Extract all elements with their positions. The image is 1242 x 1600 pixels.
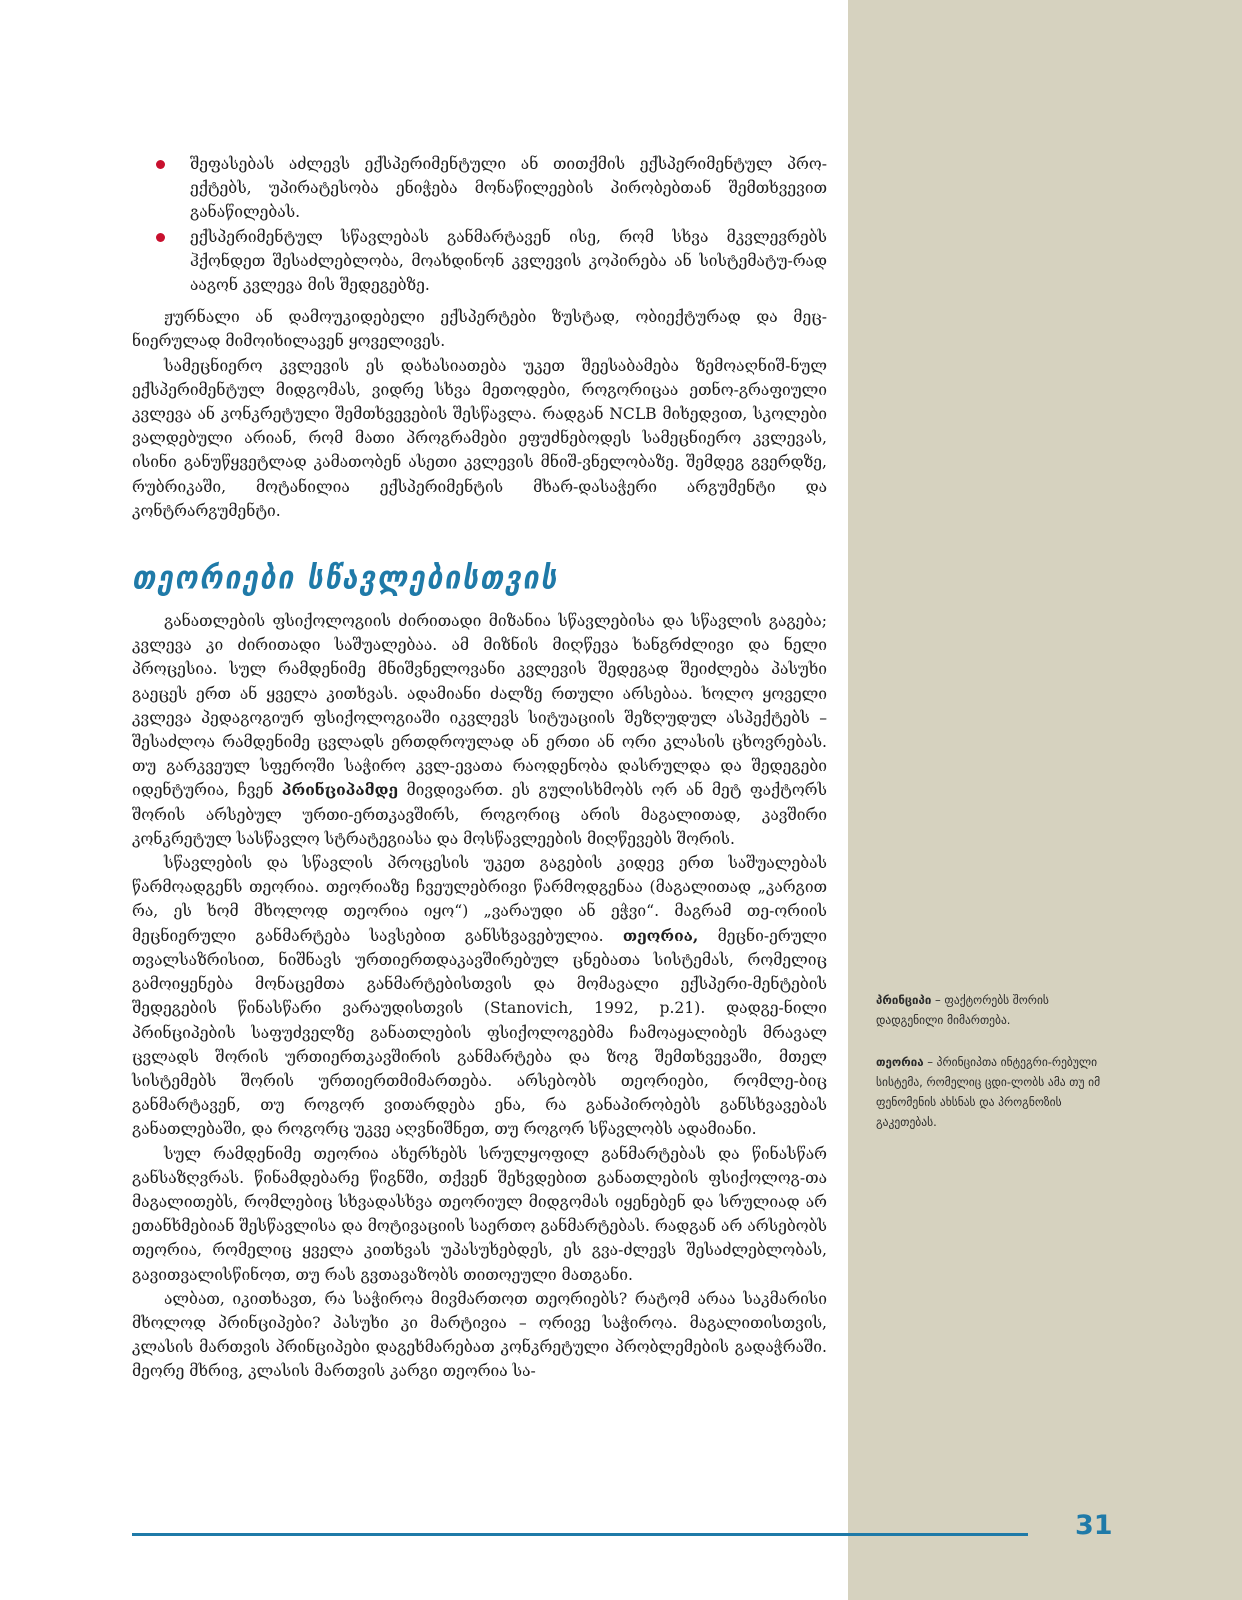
- paragraph: [132, 609, 827, 851]
- margin-note: [876, 990, 1108, 1030]
- margin-note-term: თეორია: [876, 1055, 924, 1069]
- key-term: თეორია,: [622, 925, 699, 945]
- bullet-dot-icon: [156, 160, 165, 169]
- bullet-list: [132, 152, 827, 297]
- margin-note-text: – პრინციპთა ინტეგრი-რებული სისტემა, რომელიც ცდი-ლობს ამა თუ იმ ფენომენის ახსნას და პროგნოზის გაკეთებას.: [876, 1055, 1101, 1129]
- paragraph: სამეცნიერო კვლევის ეს დახასიათება უკეთ შეესაბამება ზემოაღნიშ-ნულ ექსპერიმენტულ მიდგომას, ვიდრე სხვა მეთოდები, როგორიცაა ეთნო-გრაფიული კვლევა ან კონკრეტული შემთხვევების შესწავლა. რადგან NCLB მიხედვით, სკოლები ვალდებული არიან, რომ მათი პროგრამები ეფუძნებოდეს სამეცნიერო კვლევას, ისინი განუწყვეტლად კამათობენ ასეთი კვლევის მნიშ-ვნელობაზე. შემდეგ გვერდზე, რუბრიკაში, მოტანილია ექსპერიმენტის მხარ-დასაჭერი არგუმენტი და კონტრარგუმენტი.: [132, 356, 827, 520]
- right-sidebar: [848, 0, 1242, 1600]
- margin-note: [876, 1052, 1108, 1132]
- key-term: პრინციპამდე: [281, 780, 399, 800]
- paragraph-text: სწავლების და სწავლის პროცესის უკეთ გაგების კიდევ ერთ საშუალებას წარმოადგენს თეორია. თეორიაზე ჩვეულებრივი წარმოდგენაა (მაგალითად „კარგით რა, ეს ხომ მხოლოდ თეორია იყო“) „ვარაუდი ან ეჭვი“. მაგრამ თე-ორიის მეცნიერული განმარტება სავსებით განსხვავებულია.: [132, 854, 827, 945]
- list-item: [132, 152, 827, 225]
- bullet-text: ექსპერიმენტულ სწავლებას განმარტავენ ისე, რომ სხვა მკვლევრებს ჰქონდეთ შესაძლებლობა, მოახდინონ კვლევის კოპირება ან სისტემატუ-რად ააგონ კვლევა მის შედეგებზე.: [190, 227, 827, 295]
- bullet-dot-icon: [156, 233, 165, 242]
- paragraph: სულ რამდენიმე თეორია ახერხებს სრულყოფილ განმარტებას და წინასწარ განსაზღვრას. წინამდებარე წიგნში, თქვენ შეხვდებით განათლების ფსიქოლოგ-თა მაგალითებს, რომლებიც სხვადასხვა თეორიულ მიდგომას იყენებენ და სრულიად არ ეთანხმებიან შესწავლისა და მოტივაციის საერთო განმარტებას. რადგან არ არსებობს თეორია, რომელიც ყველა კითხვას უპასუხებდეს, ეს გვა-ძლევს შესაძლებლობას, გავითვალისწინოთ, თუ რას გვთავაზობს თითოეული მათგანი.: [132, 1144, 827, 1284]
- paragraph: ალბათ, იკითხავთ, რა საჭიროა მივმართოთ თეორიებს? რატომ არაა საკმარისი მხოლოდ პრინციპები? პასუხი კი მარტივია – ორივე საჭიროა. მაგალითისთვის, კლასის მართვის პრინციპები დაგეხმარებათ კონკრეტული პრობლემების გადაჭრაში. მეორე მხრივ, კლასის მართვის კარგი თეორია სა-: [132, 1289, 827, 1381]
- paragraph-text: მეცნი-ერული თვალსაზრისით, ნიშნავს ურთიერთდაკავშირებულ ცნებათა სისტემას, რომელიც გამოიყენება მონაცემთა განმარტებისთვის და მომავალი ექსპერი-მენტების შედეგების წინასწარი ვარაუდისთვის (Stanovich, 1992, p.21). დადგე-ნილი პრინციპების საფუძველზე განათლების ფსიქოლოგებმა ჩამოაყალიბეს მრავალ ცვლადს შორის ურთიერთკავშირის განმარტება და ზოგ შემთხვევაში, მთელ სისტემებს შორის ურთიერთმიმართება. არსებობს თეორიები, რომლე-ბიც განმარტავენ, თუ როგორ ვითარდება ენა, რა განაპირობებს განსხვავებას განათლებაში, და როგორც უკვე აღვნიშნეთ, თუ როგორ სწავლობს ადამიანი.: [132, 926, 827, 1139]
- list-item: [132, 225, 827, 298]
- paragraph-text: განათლების ფსიქოლოგიის ძირითადი მიზანია სწავლებისა და სწავლის გაგება; კვლევა კი ძირითადი საშუალებაა. ამ მიზნის მიღწევა ხანგრძლივი და ნელი პროცესია. სულ რამდენიმე მნიშვნელოვანი კვლევის შედეგად შეიძლება პასუხი გაეცეს ერთ ან ყველა კითხვას. ადამიანი ძალზე რთული არსებაა. ხოლო ყოველი კვლევა პედაგოგიურ ფსიქოლოგიაში იკვლევს სიტუაციის შეზღუდულ ასპექტებს – შესაძლოა რამდენიმე ცვლადს ერთდროულად ან ერთი ან ორი კლასის ცხოვრებას. თუ გარკვეულ სფეროში საჭირო კვლ-ევათა რაოდენობა დასრულდა და შედეგები იდენტურია, ჩვენ: [132, 612, 827, 800]
- margin-note-term: პრინციპი: [876, 993, 932, 1007]
- main-text-column: [132, 152, 827, 1384]
- paragraph: [132, 851, 827, 1141]
- footer-rule: [132, 1533, 1028, 1536]
- margin-note-text: – ფაქტორებს შორის დადგენილი მიმართება.: [876, 993, 1049, 1027]
- paragraph-text: მივდივართ. ეს გულისხმობს ორ ან მეტ ფაქტორს შორის არსებულ ურთი-ერთკავშირს, როგორიც არის მაგალითად, კავშირი კონკრეტულ სასწავლო სტრატეგიასა და მოსწავლეების მიღწევებს შორის.: [132, 781, 827, 848]
- paragraph: ჟურნალი ან დამოუკიდებელი ექსპერტები ზუსტად, ობიექტურად და მეც-ნიერულად მიმოიხილავენ ყოველივეს.: [132, 308, 827, 351]
- page-number: 31: [1075, 1510, 1113, 1541]
- bullet-text: შეფასებას აძლევს ექსპერიმენტული ან თითქმის ექსპერიმენტულ პრო-ექტებს, უპირატესობა ენიჭება მონაწილეების პირობებთან შემთხვევით განაწილებას.: [190, 155, 827, 222]
- section-heading: თეორიები სწავლებისთვის: [132, 558, 559, 597]
